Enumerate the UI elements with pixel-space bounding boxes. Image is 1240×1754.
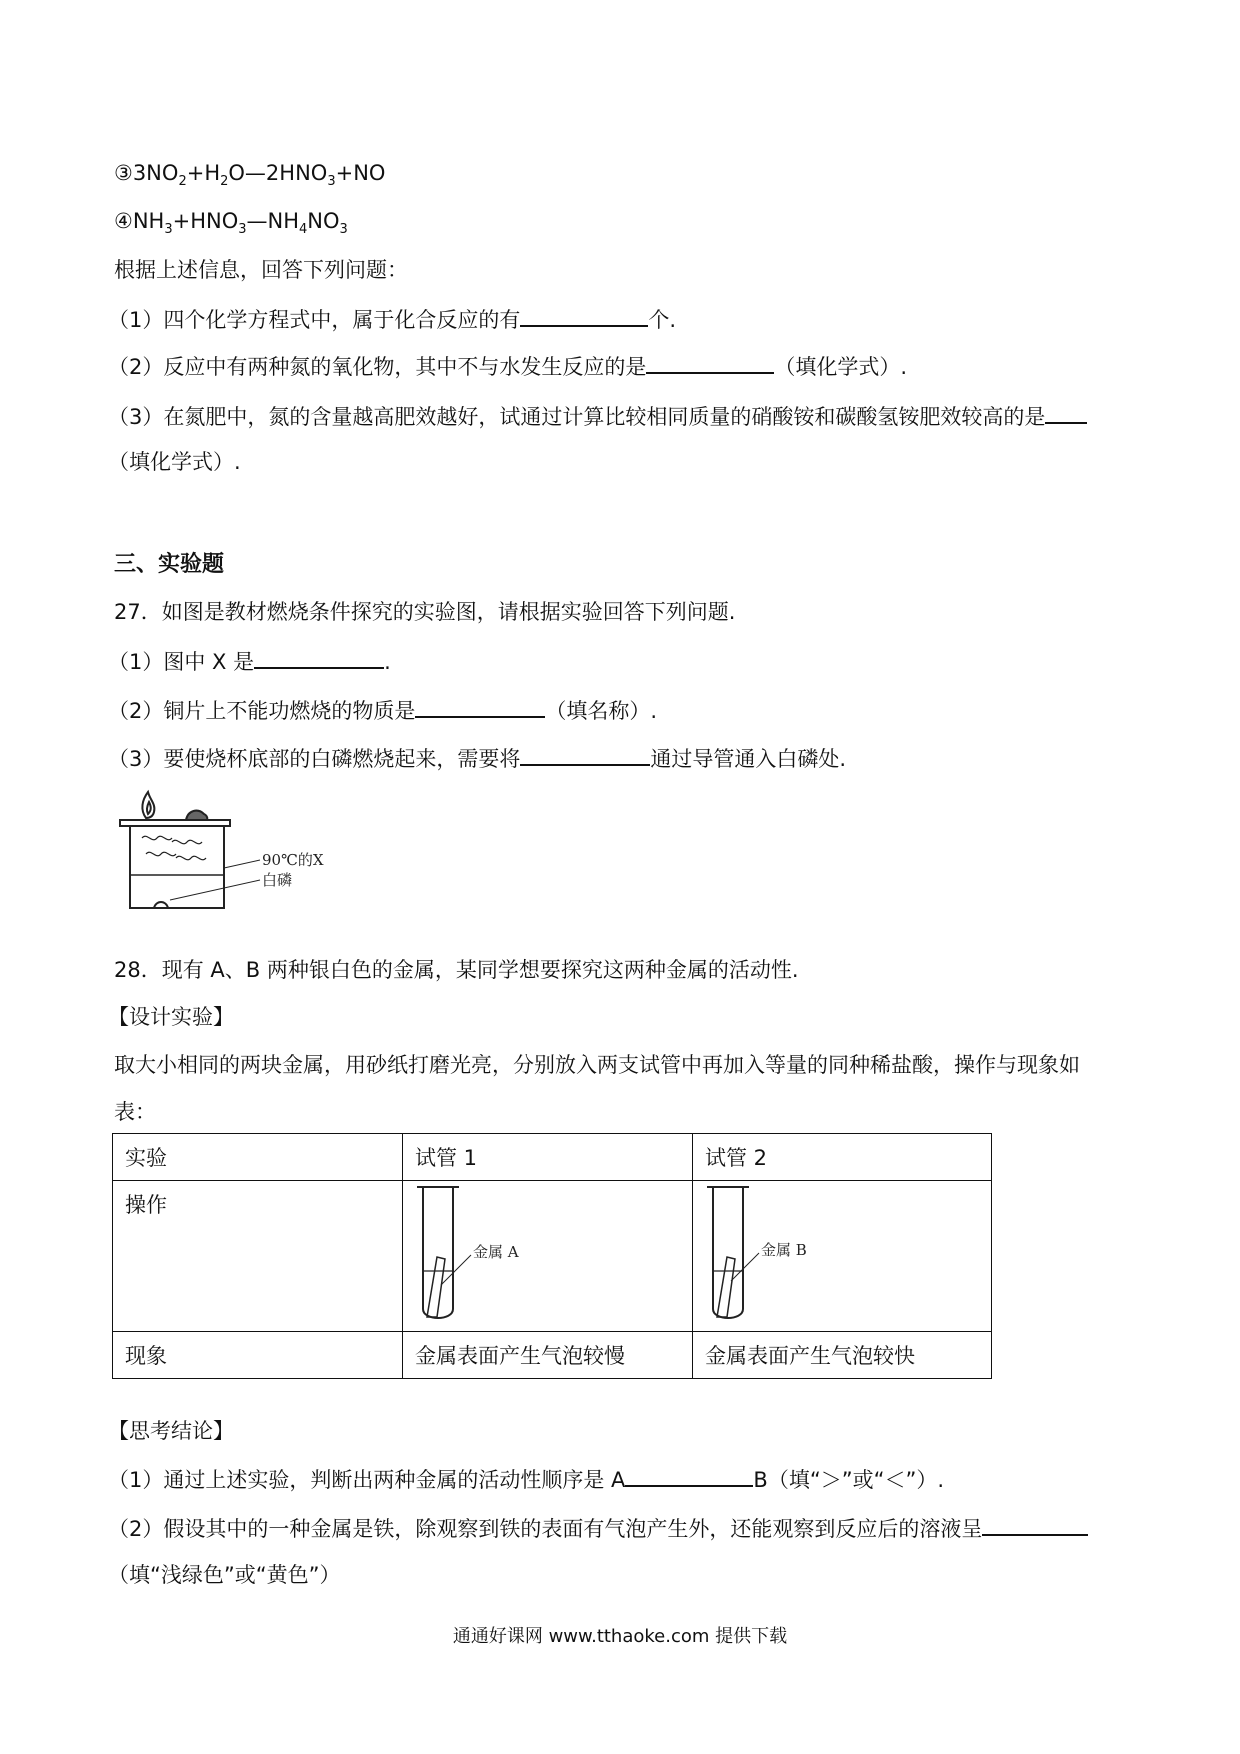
answer-blank[interactable] (982, 1512, 1088, 1536)
table-cell (693, 1181, 992, 1332)
table-header-cell: 试管 2 (693, 1134, 992, 1181)
answer-blank[interactable] (520, 303, 648, 327)
q27-part3: （3）要使烧杯底部的白磷燃烧起来，需要将 通过导管通入白磷处. (108, 742, 846, 774)
q26-part3-cont: （填化学式）. (108, 450, 241, 474)
table-cell: 金属表面产生气泡较慢 (403, 1332, 693, 1379)
figure-label-phosphorus: 白磷 (262, 871, 293, 889)
q28-conclusion2-cont: （填“浅绿色”或“黄色”） (108, 1563, 341, 1587)
page-footer: 通通好课网 www.tthaoke.com 提供下载 (452, 1626, 788, 1647)
figure-label-x: 90℃的X (262, 851, 324, 869)
table-header-row (113, 1134, 992, 1181)
answer-blank[interactable] (520, 742, 650, 766)
q28-stem: 28．现有 A、B 两种银白色的金属，某同学想要探究这两种金属的活动性. (114, 958, 799, 982)
design-text-cont: 表： (114, 1100, 156, 1124)
metal-a-label: 金属 A (473, 1243, 519, 1261)
table-cell: 现象 (113, 1332, 403, 1379)
combustion-beaker-figure (112, 780, 324, 915)
answer-blank[interactable] (415, 694, 545, 718)
q26-part3: （3）在氮肥中，氮的含量越高肥效越好，试通过计算比较相同质量的硝酸铵和碳酸氢铵肥效较高的是 (108, 400, 1087, 432)
section-title: 三、实验题 (114, 552, 225, 577)
table-row-phenomenon (113, 1332, 992, 1379)
metal-b-label: 金属 B (761, 1241, 807, 1259)
test-tube-a-figure (415, 1181, 545, 1329)
design-title: 【设计实验】 (108, 1005, 234, 1029)
q28-conclusion2: （2）假设其中的一种金属是铁，除观察到铁的表面有气泡产生外，还能观察到反应后的溶液呈 (108, 1512, 1088, 1544)
experiment-table (112, 1133, 992, 1379)
q26-part2: （2）反应中有两种氮的氧化物，其中不与水发生反应的是 （填化学式）. (108, 350, 907, 382)
test-tube-b-figure (705, 1181, 835, 1329)
answer-blank[interactable] (646, 350, 774, 374)
design-text: 取大小相同的两块金属，用砂纸打磨光亮，分别放入两支试管中再加入等量的同种稀盐酸，操作与现象如 (114, 1053, 1080, 1077)
q27-part2: （2）铜片上不能功燃烧的物质是 （填名称）. (108, 694, 657, 726)
table-header-cell: 实验 (113, 1134, 403, 1181)
answer-blank[interactable] (254, 645, 384, 669)
table-cell (113, 1181, 403, 1332)
equation-3: $③3NO_2+H_2O—2HNO_3+NO$ (114, 161, 386, 190)
table-header-cell: 试管 1 (403, 1134, 693, 1181)
conclusion-title: 【思考结论】 (108, 1419, 234, 1443)
table-cell (403, 1181, 693, 1332)
equation-4: $④NH_3+HNO_3—NH_4NO_3$ (114, 209, 348, 238)
answer-blank[interactable] (1045, 400, 1087, 424)
answer-blank[interactable] (625, 1463, 753, 1487)
q27-part1: （1）图中 X 是 . (108, 645, 391, 677)
table-cell: 金属表面产生气泡较快 (693, 1332, 992, 1379)
operation-label: 操作 (125, 1193, 167, 1217)
q26-part1: （1）四个化学方程式中，属于化合反应的有 个. (108, 303, 676, 335)
q27-stem: 27．如图是教材燃烧条件探究的实验图，请根据实验回答下列问题. (114, 600, 736, 624)
table-row-operation (113, 1181, 992, 1332)
intro-text: 根据上述信息，回答下列问题： (114, 258, 408, 282)
q28-conclusion1: （1）通过上述实验，判断出两种金属的活动性顺序是 A B（填“＞”或“＜”）. (108, 1463, 944, 1495)
